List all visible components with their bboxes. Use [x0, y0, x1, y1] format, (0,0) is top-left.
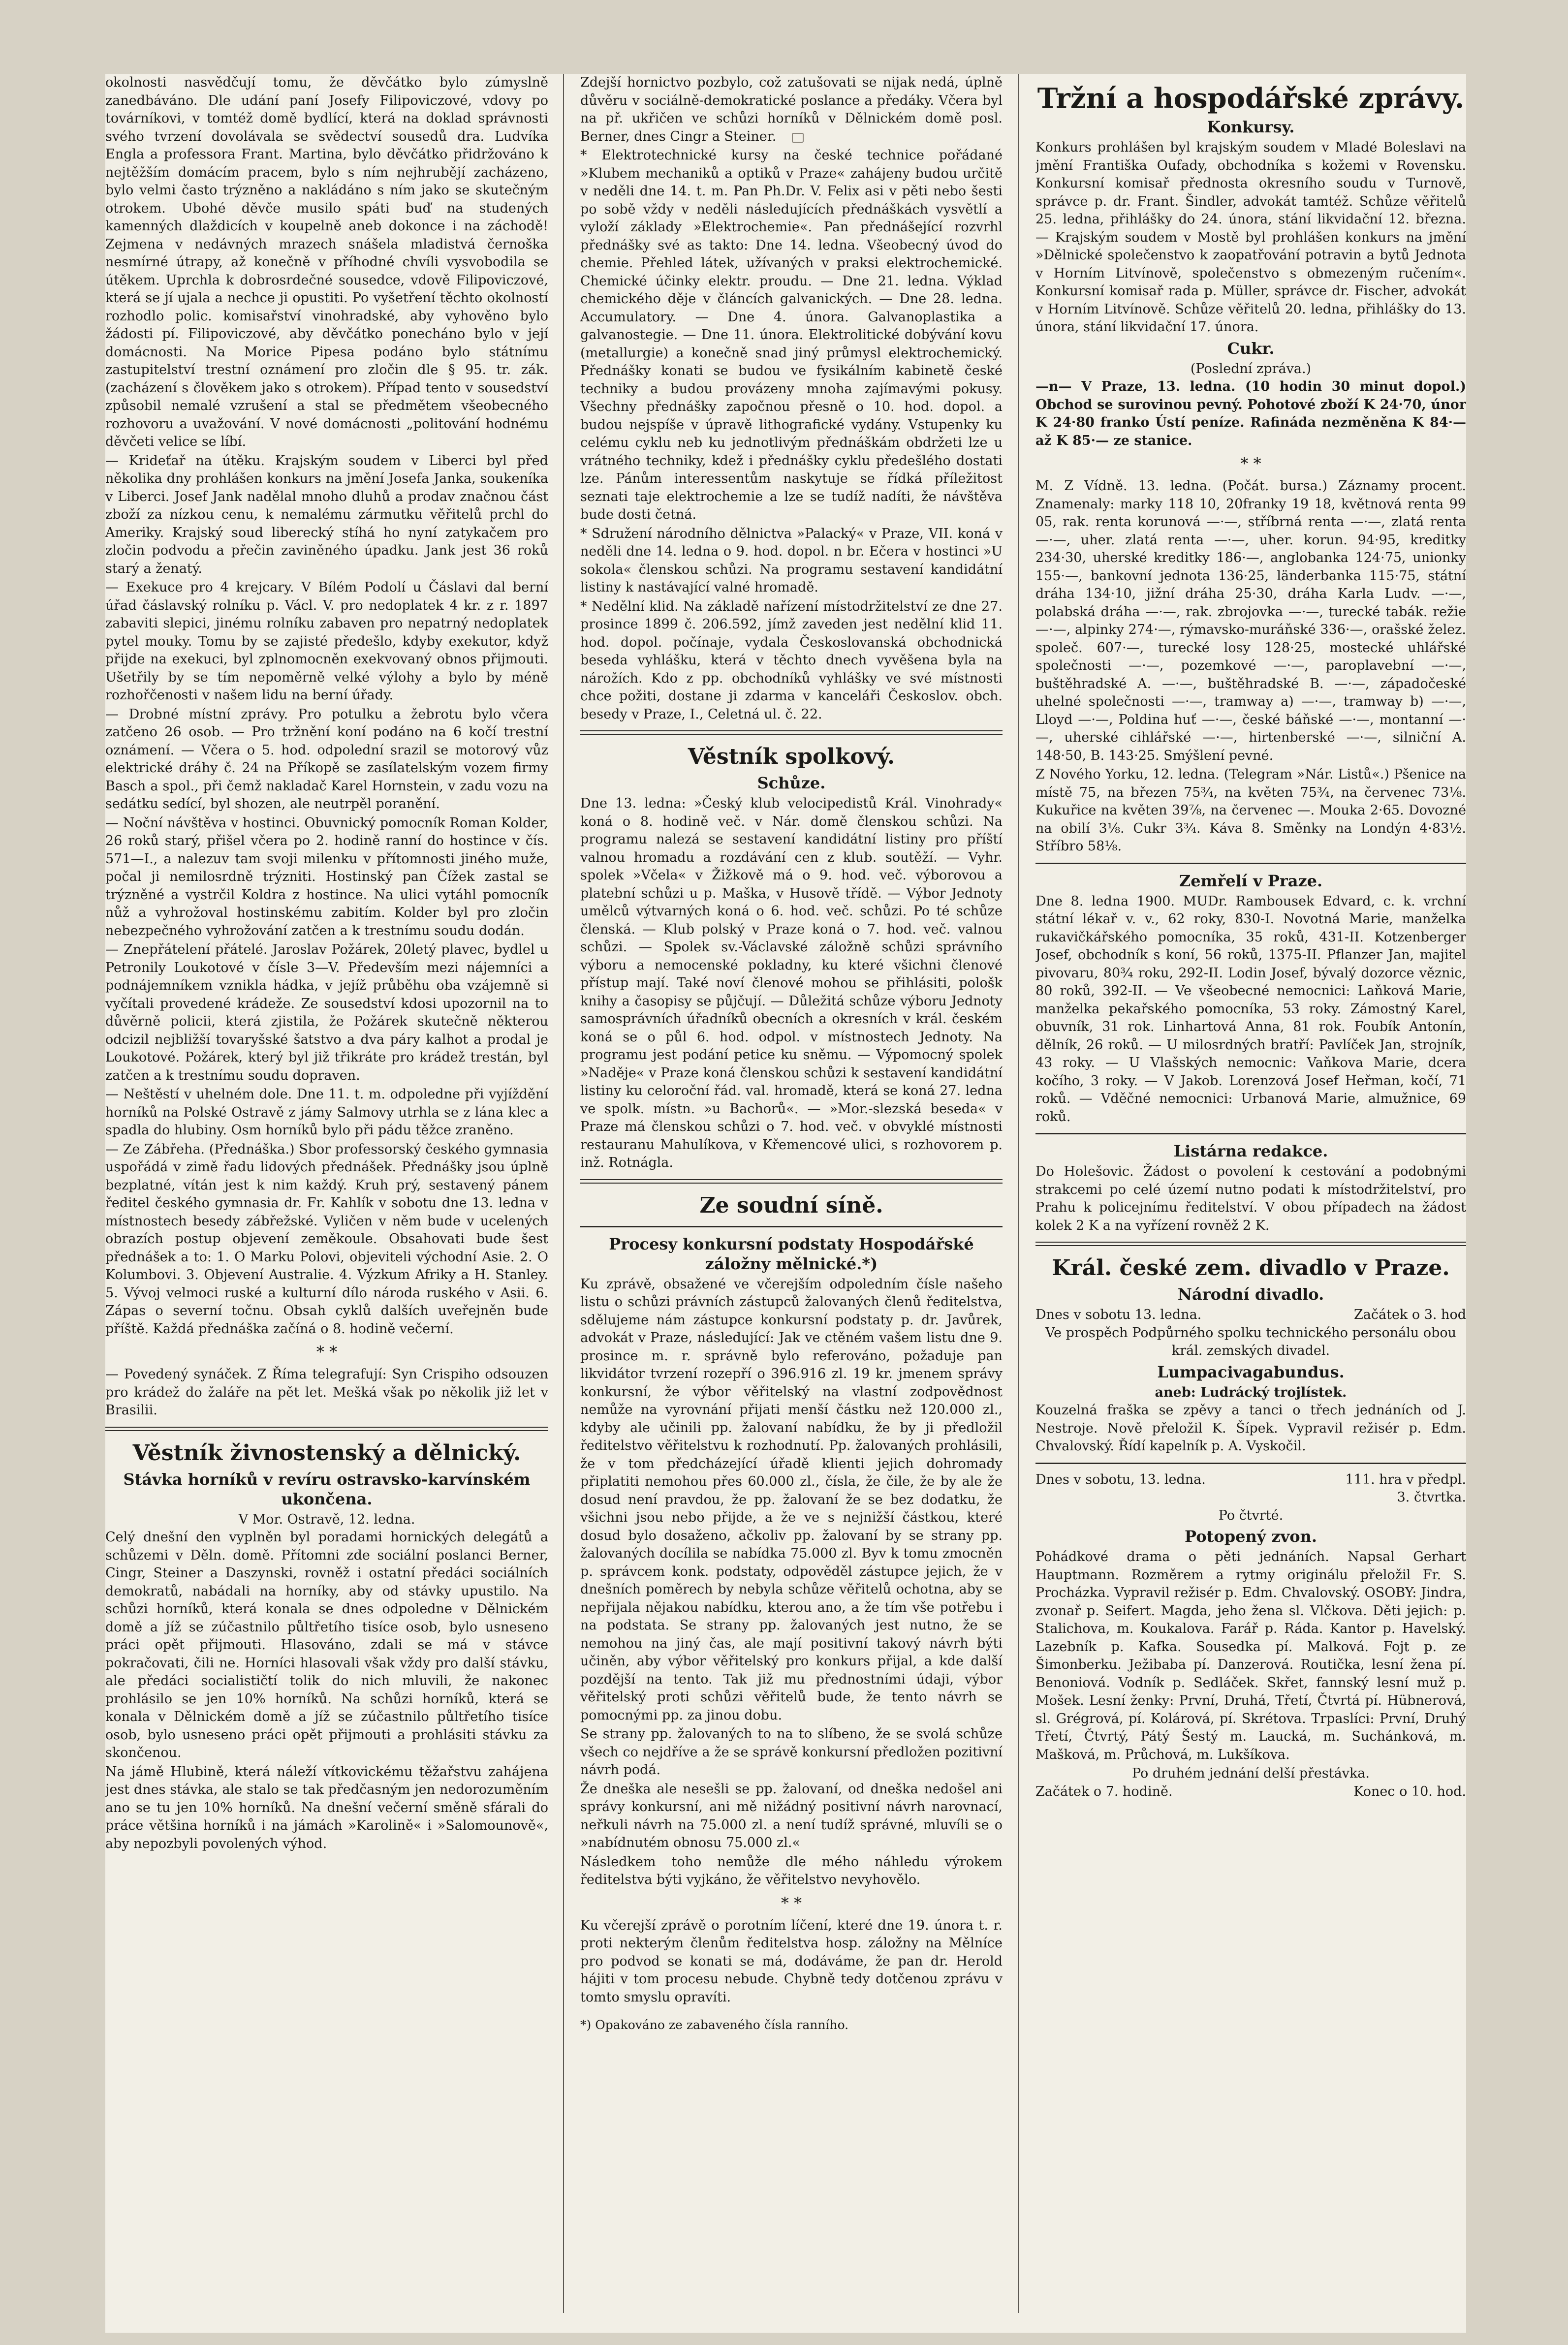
performance-date: Dnes v sobotu, 13. ledna.: [1035, 1471, 1206, 1487]
news-item-drobne: — Drobné místní zprávy. Pro potulku a žebrotu bylo včera zatčeno 26 osob. — Pro tržnění koní podáno na 6 kočí trestní oznámení. — Včera o 5. hod. odpolední srazil se motorový vůz elektrické dráhy č. 24 na Příkopě se zasílatelským vozem firmy Basch a spol., při čemž nakladač Karel Hornstein, v zadu vozu na sedátku sedící, byl shozen, ale neutrpěl poranění.: [105, 706, 548, 812]
newspaper-page: [105, 74, 1466, 2333]
performance-subscription: 111. hra v předpl.: [1345, 1471, 1466, 1487]
divider: [1035, 863, 1466, 864]
article-headline-procesy: Procesy konkursní podstaty Hospodářské záložny mělnické.*): [609, 1234, 974, 1273]
news-item-nocni: — Noční návštěva v hostinci. Obuvnický pomocník Roman Kolder, 26 roků starý, přišel včera po 2. hodině ranní do hostince v čís. 571—I., a nalezuv tam svoji milenku v přítomnosti jiného muže, počal ji nemilosrdně trýzniti. Hostinský pan Čížek zastal se trýzněné a vystrčil Koldra z hostince. Na ulici vytáhl pomocník nůž a vyhrožoval hostinskému zabitím. Kolder byl pro zločin nebezpečného vyhrožování zatčen a k trestnímu soudu dodán.: [105, 815, 548, 938]
section-stars: * *: [781, 1893, 802, 1912]
footnote: *) Opakováno ze zabaveného čísla ranního.: [580, 2018, 849, 2032]
article-paragraph: Na jámě Hlubině, která náleží vítkovickému těžařstvu zahájena jest dnes stávka, ale stalo se tak předčasným jen nedorozuměním ano se tu jen 10% horníků. Na dnešní večerní směně sfárali do práce většina horníků i na jámách »Karolině« i »Salomounově«, aby nepozbyli povolených výhod.: [105, 1764, 548, 1851]
subheading-cukr-note: (Poslední zpráva.): [1190, 361, 1312, 376]
column-2: [580, 74, 1003, 2333]
performance-end: Konec o 10. hod.: [1353, 1783, 1466, 1799]
article-paragraph: Se strany pp. žalovaných to na to slíbeno, že se svolá schůze všech co nejdříve a že se správě konkursní předložen pozitivní návrh podá.: [580, 1726, 1003, 1778]
column-1: [105, 74, 548, 2333]
subheading-zemreli: Zemřelí v Praze.: [1179, 871, 1323, 890]
article-paragraph: Ku zprávě, obsažené ve včerejším odpoledním čísle našeho listu o schůzi právních zástupců žalovaných členů ředitelstva, sdělujeme nám zástupce konkursní podstaty p. dr. Javůrek, advokát v Praze, následující: Jak ve ctěném vašem listu dne 9. prosince m. r. správně bylo referováno, požaduje pan likvidátor tvrzení rozepří o 396.916 zl. 19 kr. jmenem správy konkursní, že výbor věřitelský na vlastní zodpovědnost nemůže na vyrovnání přijati menší částku než 120.000 zl., kdyby ale učinili pp. žalovaní nabídku, že by ji předložil ředitelstvo věřitelstvu k rozhodnutí. Pp. žalovaných prohlásili, že v tom předcházející úřadě klienti jejich dohromady připlatiti nemohou přes 60.000 zl., čísla, že čile, že by ale že dosud není pravdou, že pp. žalovaní že se bez dodatku, že všichni jsou nebo přijde, a že ve s nejnižší částkou, které dosud bylo dosaženo, ačkoliv pp. žalovaní by se strany pp. žalovaných docílila se nabídka 75.000 zl. Byv k tomu zmocněn p. správcem konk. podstaty, odpověděl zástupce jejich, že v dnešních poměrech by nebyla schůze věřitelů ochotna, aby se nepřijala nějakou nabídku, kterou ano, a že tím vše potřebu i na podstata. Se strany pp. žalovaných jest nutno, že se nemohou na jiný čas, ale mají positivní takový návrh býti učiněn, aby výbor věřitelský pro konkurs přijal, a kde další pozdější na tento. Tak již mu přednostními údaji, výbor věřitelský proti schůzi věřitelů bude, že tento návrh se pomocnými pp. za jinou dobu.: [580, 1276, 1003, 1723]
news-item-exekuce: — Exekuce pro 4 krejcary. V Bílém Podolí u Čáslavi dal berní úřad čáslavský rolníku p. Václ. V. pro nedoplatek 4 kr. z r. 1897 zabaviti slepici, jinému rolníku zabaven pro nepatrný nedoplatek pytel mouky. Tomu by se zajisté předešlo, kdyby exekutor, když přijde na exekuci, byl zplnomocněn exekvovaný obnos přijmouti. Ušetřily by se tím nepoměrně velké výlohy a bylo by méně rozhořčenosti v našem lidu na berní úřady.: [105, 580, 548, 703]
divider: [580, 730, 1003, 735]
section-heading-soudni-sin: Ze soudní síně.: [699, 1192, 883, 1218]
divider: [1035, 1463, 1466, 1464]
market-report-sugar: —n— V Praze, 13. ledna. (10 hodin 30 minut dopol.) Obchod se surovinou pevný. Pohotové zboží K 24·70, únor K 24·80 franko Ústí peníze. Rafináda nezměněna K 84·— až K 85·— ze stanice.: [1035, 379, 1466, 448]
section-stars: * *: [316, 1343, 338, 1361]
play-description: Kouzelná fraška se zpěvy a tanci o třech jednáních od J. Nestroje. Nově přeložil K. Šípek. Vypravil režisér p. Edm. Chvalovský. Řídí kapelník p. A. Vyskočil.: [1035, 1403, 1466, 1454]
column-rule-1: [563, 74, 564, 2313]
article-paragraph: okolnosti nasvědčují tomu, že děvčátko bylo zúmyslně zanedbáváno. Dle udání paní Josefy Filipoviczové, vdovy po továrníkovi, v tomtéž domě bydlící, která na doklad správnosti svého tvrzení dovolávala se svědectví sousedů dra. Ludvíka Engla a professora Frant. Martina, bylo děvčátko přidržováno k nejtěžším domácím pracem, bylo s ním nejhrubějí zacházeno, bylo velmi často trýzněno a nakládáno s ním jako se skutečným otrokem. Ubohé děvče musilo spáti buď na studených kamenných dlaždicích v koupelně aneb dokonce i na záchodě! Zejmena v nedávných mrazech snášela mladistvá černoška nesmírné útrapy, až konečně v příhodné chvíli vysvobodila se útěkem. Uprchla k dobrosrdečné sousedce, vdově Filipoviczové, která se jí ujala a nechce ji opustiti. Po vyšetření těchto okolností rozhodlo polic. komisařství vinohradské, aby vyhověno bylo žádosti pí. Filipoviczové, aby děvčátko ponecháno bylo v její domácnosti. Na Morice Pipesa podáno bylo státnímu zastupitelství trestní oznámení pro zločin dle § 95. tr. zák. (zacházení s člověkem jako s otrokem). Případ tento v sousedství způsobil nemalé vzrušení a stal se předmětem všeobecného rozhovoru a uvažování. V nové domácnosti „politování hodnému děvčeti velice se líbí.: [105, 75, 548, 449]
performance-1-header: [1035, 1306, 1466, 1324]
article-paragraph: Dne 13. ledna: »Český klub velocipedistů Král. Vinohrady« koná o 8. hodině več. v Nár. domě členskou schůzi. Na programu nalezá se sestavení kandidátní listiny pro příští valnou hromadu a rozdávání cen z klub. soutěží. — Vyhr. spolek »Včela« v Žižkově má o 9. hod. več. výborovou a platební schůzi u p. Maška, v Husově třídě. — Výbor Jednoty umělců výtvarných koná o 6. hod. več. schůzi. Po té schůze členská. — Klub polský v Praze koná o 7. hod. več. valnou schůzi. — Spolek sv.-Václavské záložně schůzi správního výboru a nemocenské pokladny, ku které všichni členové přístup mají. Také noví členové mohou se přihlásiti, pološk knihy a časopisy se půjčují. — Důležitá schůze výboru Jednoty samosprávních úřadníků obecních a okresních v král. českém koná se o půl 6. hod. odpol. v místnostech Jednoty. Na programu jest podání petice ku sněmu. — Výpomocný spolek »Naděje« v Praze koná členskou schůzi k sestavení kandidátní listiny ku celoroční řád. val. hromadě, která se koná 27. ledna ve spolk. místn. »u Bachorů«. — »Mor.-slezská beseda« v Praze má členskou schůzi o 7. hod. več. v obvyklé místnosti restauranu Mahulíkova, v Křemencové ulici, s rozhovorem p. inž. Rotnágla.: [580, 796, 1003, 1170]
divider: [1035, 1133, 1466, 1134]
performance-quarter: 3. čtvrtka.: [1397, 1490, 1466, 1505]
news-item-elektrotechnicke: * Elektrotechnické kursy na české technice pořádané »Klubem mechaniků a optiků v Praze« zahájeny budou určitě v neděli dne 14. t. m. Pan Ph.Dr. V. Felix asi v pěti nebo šesti po sobě vždy v neděli následujících přednáškách vysvětlí a vyloží základy »Elektrochemie«. Pan přednášející rozvrhl přednášky své as takto: Dne 14. ledna. Všeobecný úvod do chemie. Přehled látek, užívaných v praksi elektrochemické. Chemické účinky elektr. proudu. — Dne 21. ledna. Výklad chemického děje v článcích galvanických. — Dne 28. ledna. Accumulatory. — Dne 4. února. Galvanoplastika a galvanostegie. — Dne 11. února. Elektrolitické dobývání kovu (metallurgie) a konečně snad jiný průmysl elektrochemický. Přednášky konati se budou ve fysikálním kabinetě české techniky a budou provázeny mnoha zajímavými pokusy. Všechny přednášky započnou přesně o 10. hod. dopol. a budou nejspíše v úpravě lithografické vydány. Vstupenky ku celému cyklu neb ku jednotlivým přednáškám obdržeti lze u vrátného techniky, kdež i přednášky cyklu předešlého dostati lze. Pánům interessentům naskytuje se řídká příležitost seznati taje elektrochemie a lze se tudíž nadíti, že návštěva bude dosti četná.: [580, 148, 1003, 522]
news-item-synacek: — Povedený synáček. Z Říma telegrafují: Syn Crispiho odsouzen pro krádež do žaláře na pět let. Mešká však po několik již let v Brasilii.: [105, 1367, 548, 1418]
article-paragraph: Následkem toho nemůže dle mého náhledu výrokem ředitelstva býti vyjkáno, že věřitelstvo nevyhovělo.: [580, 1854, 1003, 1887]
market-report-vienna: M. Z Vídně. 13. ledna. (Počát. bursa.) Záznamy procent. Znamenaly: marky 118 10, 20franky 19 18, květnová renta 99 05, rak. renta korunová —·—, stříbrná renta —·—, zlatá renta —·—, uher. zlatá renta —·—, uher. korun. 94·95, kreditky 234·30, uherské kreditky 186·—, anglobanka 124·75, unionky 155·—, bankovní jednota 136·25, länderbanka 115·75, státní dráha 134·10, jižní dráha 25·30, dráha Karla Ludv. —·—, polabská dráha —·—, rak. zbrojovka —·—, turecké tabák. režie —·—, alpinky 274·—, rýmavsko-muráňské 336·—, orašské želez. společ. 607·—, turecké losy 128·25, mostecké uhlářské společnosti —·—, pozemkové —·—, paroplavební —·—, buštěhradské A. —·—, buštěhradské B. —·—, západočeské uhelné společnosti —·—, tramway a) —·—, tramway b) —·—, Lloyd —·—, Poldina huť —·—, české báňské —·—, montanní —·—, uherské cihlářské —·—, hirtenberské —·—, silniční A. 148·50, B. 143·25. Smýšlení pevné.: [1035, 478, 1466, 763]
section-heading-vestnik-zivnostensky: Věstník živnostenský a dělnický.: [132, 1440, 521, 1466]
play-subtitle: aneb: Ludrácký trojlístek.: [1155, 1384, 1347, 1400]
performance-note: Ve prospěch Podpůrného spolku technického personálu obou král. zemských divadel.: [1045, 1325, 1456, 1358]
article-paragraph: Konkurs prohlášen byl krajským soudem v Mladé Boleslavi na jmění Františka Oufady, obchodníka s kožemi v Rovensku. Konkursní komisař přednosta okresního soudu v Turnově, správce p. dr. Frant. Šindler, advokát tamtéž. Schůze věřitelů 25. ledna, přihlášky do 24. února, stání likvidační 12. března. — Krajským soudem v Mostě byl prohlášen konkurs na jmění »Dělnické společenstvo k zaopatřování potravin a bytů Jednota v Horním Litvínově, společenstvo s obmezeným ručením«. Konkursní komisař rada p. Müller, správce dr. Fischer, advokát v Horním Litvínově. Schůze věřitelů 20. ledna, přihlášky do 13. února, stání likvidační 17. února.: [1035, 140, 1466, 335]
performance-2-header: [1035, 1471, 1466, 1489]
subheading-konkursy: Konkursy.: [1207, 118, 1295, 136]
article-paragraph: Že dneška ale nesešli se pp. žalovaní, od dneška nedošel ani správy konkursní, ani mě nižádný positivní návrh narovnací, neřkuli návrh na 75.000 zl. a není tudíž správné, mluvíli se o »nabídnutém obnosu 75.000 zl.«: [580, 1781, 1003, 1850]
news-item-kridetar: — Krideťař na útěku. Krajským soudem v Liberci byl před několika dny prohlášen konkurs na jmění Josefa Janka, soukeníka v Liberci. Josef Jank nadělal mnoho dluhů a prodav značnou část zboží za nízkou cenu, k nemalému zármutku věřitelů prchl do Ameriky. Krajský soud liberecký stíhá ho nyní zatykačem pro zločin podvodu a přečin zaviněného úpadku. Jank jest 36 roků starý a ženatý.: [105, 453, 548, 576]
article-paragraph: Zdejší hornictvo pozbylo, což zatušovati se nijak nedá, úplně důvěru v sociálně-demokratické poslance a předáky. Včera byl na př. ukřičen ve schůzi horníků v Dělnickém domě posl. Berner, dnes Cingr a Steiner.: [580, 75, 1003, 144]
subheading-listarna: Listárna redakce.: [1173, 1142, 1328, 1160]
play-title-potopeny-zvon: Potopený zvon.: [1185, 1527, 1317, 1546]
performance-date: Dnes v sobotu 13. ledna.: [1035, 1307, 1202, 1322]
column-3: [1035, 74, 1466, 2333]
play-description: Pohádkové drama o pěti jednáních. Napsal Gerhart Hauptmann. Rozměrem a rytmy originálu přeložil Fr. S. Procházka. Vypravil režisér p. Edm. Chvalovský. OSOBY: Jindra, zvonař p. Seifert. Magda, jeho žena sl. Vlčkova. Děti jejich: p. Stalichova, m. Koukalova. Farář p. Ráda. Kantor p. Havelský. Lazebník p. Kafka. Sousedka pí. Malková. Fojt p. ze Šimonberku. Ježibaba pí. Danzerová. Routička, lesní žena pí. Benoniová. Vodník p. Sedláček. Skřet, fannský lesní muž p. Mošek. Lesní ženky: První, Druhá, Třetí, Čtvrtá pí. Hübnerová, sl. Grégrová, pí. Kolárová, pí. Skrétova. Trpaslíci: První, Druhý Třetí, Čtvrtý, Pátý Šestý m. Laucká, m. Suchánková, m. Mašková, m. Průchová, m. Lukšíkova.: [1035, 1549, 1466, 1762]
intermission-note: Po druhém jednání delší přestávka.: [1131, 1766, 1370, 1781]
divider: [1035, 1242, 1466, 1246]
news-item-zabreh: — Ze Zábřeha. (Přednáška.) Sbor professorský českého gymnasia uspořádá v zimě řadu lidových přednášek. Přednášky jsou úplně bezplatné, vítán jest k nim každý. Kruh prý, sestavený pánem ředitel českého gymnasia dr. Fr. Kahlík v sobotu dne 13. ledna v místnostech besedy zábřežské. Vyličen v něm bude v ucelených obrazích postup objevení zeměkoule. Obsahovati bude šest přednášek a to: 1. O Marku Polovi, objeviteli východní Asie. 2. O Kolumbovi. 3. Objevení Australie. 4. Výzkum Afriky a H. Stanley. 5. Vývoj velmoci ruské a kulturní dílo národa ruského v Asii. 6. Zápas o severní točnu. Obsah cyklů dalších uveřejněn bude příště. Každá přednáška začíná o 8. hodině večerní.: [105, 1141, 548, 1337]
article-paragraph: Celý dnešní den vyplněn byl poradami hornických delegátů a schůzemi v Děln. domě. Přítomni zde sociální poslanci Berner, Cingr, Steiner a Daszynski, rovněž i ostatní předáci sociálních demokratů, nabádali na horníky, aby od stávky upustilo. Na schůzi horníků, která konala se dnes odpoledne v Dělnickém domě a jíž se zúčastnilo půltřetího tisíce osob, bylo usneseno práci opět přijmouti. Hlasováno, zdali se má v stávce pokračovati, čili ne. Horníci hlasovali však vždy pro další stávku, ale předáci socialističtí tolik do nich mluvili, že nakonec prohlásilo se jen 10% horníků. Na schůzi horníků, která se konala v Dělnickém domě a jíž se zúčastnilo půltřetího tisíce osob, bylo usneseno práci opět přijmouti a prohlásiti stávku za skončenou.: [105, 1530, 548, 1760]
column-rule-2: [1018, 74, 1019, 2313]
subheading-cukr: Cukr.: [1227, 339, 1275, 358]
performance-times: [1035, 1783, 1466, 1801]
play-title-lumpacivagabundus: Lumpacivagabundus.: [1157, 1362, 1345, 1381]
divider: [580, 1226, 1003, 1227]
news-item-pratele: — Znepřátelení přátelé. Jaroslav Požárek, 20letý plavec, bydlel u Petronily Loukotové v čísle 3—V. Především mezi nájemníci a podnájemníkem vznikla hádka, v jejíž průběhu oba vzájemně si vyčítali provedené krádeže. Ze sousedství kdosi upozornil na to důvěrně policii, která zjistila, že Požárek skutečně některou odcizil nejbližší tovaryšské šatstvo a dva páry kalhot a prodal je Loukotové. Požárek, který byl již třikráte pro krádež trestán, byl zatčen a k trestnímu soudu dopraven.: [105, 942, 548, 1083]
divider: [105, 1427, 548, 1431]
performance-count: Po čtvrté.: [1218, 1507, 1284, 1523]
news-item-sdruzeni: * Sdružení národního dělnictva »Palacký« v Praze, VII. koná v neděli dne 14. ledna o 9. hod. dopol. n br. Ečera v hostinci »U sokola« členskou schůzi. Na programu sestavení kandidátní listiny k nastávající valné hromadě.: [580, 526, 1003, 595]
subheading-schuze: Schůze.: [757, 774, 826, 792]
news-item-nestesti: — Neštěstí v uhelném dole. Dne 11. t. m. odpoledne při vyjíždění horníků na Polské Ostravě z jámy Salmovy utrhla se z lána klec a spadla do hlubiny. Osm horníků bylo při pádu těžce zraněno.: [105, 1087, 548, 1138]
section-stars: * *: [1240, 454, 1261, 473]
subheading-narodni-divadlo: Národní divadlo.: [1177, 1285, 1324, 1304]
article-paragraph: Ku včerejší zprávě o porotním líčení, které dne 19. února t. r. proti nekterým členům ředitelstva hosp. záložny na Mělníce pro podvod se konati se má, dodáváme, že pan dr. Herold hájiti v tom procesu nebude. Chybně tedy dotčenou zprávu v tomto smyslu opravíti.: [580, 1917, 1003, 2005]
obituary-list: Dne 8. ledna 1900. MUDr. Rambousek Edvard, c. k. vrchní státní lékař v. v., 62 roky, 830-I. Novotná Marie, manželka rukavičkářského pomocníka, 35 roků, 431-II. Kotzenberger Josef, obchodník s koní, 56 roků, 1375-II. Pflanzer Jan, majitel pivovaru, 80¾ roku, 292-II. Lodin Josef, bývalý dozorce věznic, 80 roků, 392-II. — Ve všeobecné nemocnici: Laňková Marie, manželka pekařského pomocníka, 53 roky. Zámostný Karel, obuvník, 31 rok. Linhartová Anna, 81 rok. Foubík Antonín, dělník, 26 roků. — U milosrdných bratří: Pavlíček Jan, strojník, 43 roky. — U Vlašských nemocnic: Vaňkova Marie, dcera kočího, 3 roky. — V Jakob. Lorenzová Josef Heřman, kočí, 71 roků. — Vděčné nemocnici: Urbanová Marie, almužnice, 69 roků.: [1035, 893, 1466, 1125]
article-paragraph: Do Holešovic. Žádost o povolení k cestování a podobnými strakcemi po celé území nutno podati k místodržitelství, pro Prahu k policejnímu ředitelství. V obou případech na žádost kolek 2 K a na vyřízení rovněž 2 K.: [1035, 1164, 1466, 1233]
news-item-nedelni-klid: * Nedělní klid. Na základě nařízení místodržitelství ze dne 27. prosince 1899 č. 206.592, jímž zaveden jest nedělní klid 11. hod. dopol. počínaje, vydala Českoslovanská obchodnická beseda vyhlášku, která v těchto dnech vyvěšena byla na nárožích. Kdo z pp. obchodníků vyhlášky ve své místnosti chce požiti, dostane ji zdarma v kanceláři Českoslov. obch. besedy v Praze, I., Celetná ul. č. 22.: [580, 598, 1003, 722]
dateline: V Mor. Ostravě, 12. ledna.: [238, 1511, 415, 1527]
section-heading-divadlo: Král. české zem. divadlo v Praze.: [1052, 1255, 1450, 1281]
performance-start: Začátek o 3. hod: [1354, 1307, 1466, 1322]
section-heading-trzni-zpravy: Tržní a hospodářské zprávy.: [1037, 82, 1465, 115]
market-report-new-york: Z Nového Yorku, 12. ledna. (Telegram »Nár. Listů«.) Pšenice na místě 75, na březen 75¾, na květen 75¾, na červenec 73⅛. Kukuřice na květen 39⅞, na červenec —. Mouka 2·65. Dovozné na obilí 3⅛. Cukr 3¾. Káva 8. Směnky na Londýn 4·83½. Stříbro 58⅛.: [1035, 767, 1466, 854]
divider: [580, 1179, 1003, 1184]
article-headline-stavka: Stávka horníků v revíru ostravsko-karvínském ukončena.: [123, 1470, 531, 1508]
section-heading-vestnik-spolkovy: Věstník spolkový.: [688, 744, 895, 769]
performance-start: Začátek o 7. hodině.: [1035, 1783, 1173, 1799]
